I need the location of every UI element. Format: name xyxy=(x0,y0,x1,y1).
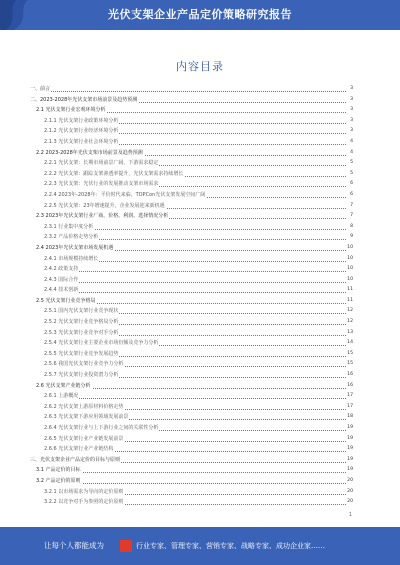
toc-entry-page: 19 xyxy=(347,456,353,462)
toc-entry[interactable] xyxy=(30,201,353,212)
toc-entry-page: 11 xyxy=(347,287,353,293)
toc-entry-page: 10 xyxy=(347,276,353,282)
toc-entry-page: 9 xyxy=(350,234,353,240)
toc-entry[interactable] xyxy=(30,158,353,169)
toc-entry-text: 2.6.2 光伏支架上游原材料价格走势 xyxy=(44,402,124,413)
toc-entry-text: 2.4.1 市场规模持续增长 xyxy=(44,254,99,265)
dot-leader xyxy=(44,282,346,283)
toc-entry[interactable] xyxy=(30,423,353,434)
toc-entry-page: 10 xyxy=(347,266,353,272)
toc-entry-text: 2.6.1 上游概况 xyxy=(44,391,79,402)
footer-slogan: 让每个人都能成为 xyxy=(44,541,104,550)
toc-entry[interactable] xyxy=(30,306,353,317)
toc-entry-text: 二、2023-2028年光伏支架市场前景及趋势预测 xyxy=(30,95,138,106)
toc-entry-page: 4 xyxy=(350,138,353,144)
dot-leader xyxy=(36,483,346,484)
toc-entry-page: 4 xyxy=(350,149,353,155)
toc-entry-page: 6 xyxy=(350,181,353,187)
toc-entry-text: 2.2 2023-2028年光伏支架市场前景及趋势预测 xyxy=(36,148,144,159)
toc-entry-text: 2.6.6 光伏支架行业产业链结构 xyxy=(44,444,114,455)
toc-entry-text: 2.5.3 光伏支架行业竞争对手分析 xyxy=(44,328,119,339)
toc-entry-page: 16 xyxy=(347,372,353,378)
toc-entry[interactable] xyxy=(30,264,353,275)
toc-entry[interactable] xyxy=(30,211,353,222)
toc-entry[interactable] xyxy=(30,497,353,508)
toc-entry[interactable] xyxy=(30,434,353,445)
toc-entry[interactable] xyxy=(30,402,353,413)
toc-entry-text: 2.2.3 光伏支架：光伏行业的发展推动支架市场需求 xyxy=(44,179,159,190)
toc-entry[interactable] xyxy=(30,338,353,349)
toc-entry-page: 16 xyxy=(347,382,353,388)
toc-entry-text: 2.1.2 光伏支架行业经济环境分析 xyxy=(44,126,119,137)
toc-entry-text: 2.1.1 光伏支架行业政策环境分析 xyxy=(44,116,119,127)
header-bar xyxy=(0,0,400,30)
dot-leader xyxy=(44,292,346,293)
table-of-contents xyxy=(30,84,353,508)
toc-entry-page: 19 xyxy=(347,435,353,441)
toc-entry-text: 3.1 产品定价的目标 xyxy=(36,465,82,476)
toc-entry-text: 2.1.3 光伏支架行业社会环境分析 xyxy=(44,137,119,148)
toc-entry-text: 2.2.4 2023年-2028年：平价时代来临，TOPCon光伏支架发展空间广阔 xyxy=(44,190,206,201)
toc-entry-page: 8 xyxy=(350,223,353,229)
toc-entry-page: 7 xyxy=(350,202,353,208)
toc-entry-text: 2.5.4 光伏支架行业主要企业市场份额及竞争力分析 xyxy=(44,338,159,349)
toc-entry[interactable] xyxy=(30,317,353,328)
toc-entry[interactable] xyxy=(30,275,353,286)
toc-entry-page: 3 xyxy=(350,107,353,113)
toc-entry-text: 2.2.5 光伏支架：23年增速提升，企业发展迎来新机遇 xyxy=(44,201,166,212)
toc-entry[interactable] xyxy=(30,465,353,476)
footer-tagline: 行业专家、管理专家、营销专家、战略专家、成功企业家…… xyxy=(136,542,325,550)
toc-entry-text: 2.2.1 光伏支架：长期市场前景广阔，下游需求稳定 xyxy=(44,158,159,169)
toc-entry[interactable] xyxy=(30,476,353,487)
red-badge-icon xyxy=(120,540,132,552)
toc-entry-page: 11 xyxy=(347,297,353,303)
report-title: 光伏支架企业产品定价策略研究报告 xyxy=(108,8,292,21)
footer-bar xyxy=(0,527,400,565)
toc-entry[interactable] xyxy=(30,222,353,233)
dot-leader xyxy=(44,398,346,399)
toc-entry[interactable] xyxy=(30,169,353,180)
toc-entry[interactable] xyxy=(30,285,353,296)
toc-entry-text: 2.5 光伏支架行业竞争格局 xyxy=(36,296,97,307)
toc-entry-text: 3.2.1 以市场需求为导向的定价原则 xyxy=(44,487,124,498)
toc-entry-text: 2.3.2 产品价格走势分析 xyxy=(44,232,99,243)
toc-entry-page: 5 xyxy=(350,160,353,166)
toc-entry[interactable] xyxy=(30,137,353,148)
toc-entry-page: 3 xyxy=(350,117,353,123)
toc-entry-page: 17 xyxy=(347,393,353,399)
toc-entry-text: 2.5.5 光伏支架行业竞争发展趋势 xyxy=(44,349,119,360)
toc-entry[interactable] xyxy=(30,148,353,159)
toc-entry[interactable] xyxy=(30,84,353,95)
toc-entry[interactable] xyxy=(30,232,353,243)
toc-entry-page: 3 xyxy=(350,96,353,102)
toc-entry-text: 3.2.2 以竞争对手为参照的定价原则 xyxy=(44,497,124,508)
toc-entry-page: 15 xyxy=(347,361,353,367)
toc-entry-text: 2.1 光伏支架行业宏观环境分析 xyxy=(36,105,107,116)
toc-entry[interactable] xyxy=(30,243,353,254)
toc-entry-text: 3.2 产品定价的原则 xyxy=(36,476,82,487)
toc-entry-text: 2.3.1 行业集中度分析 xyxy=(44,222,94,233)
toc-entry-text: 2.4.3 国际合作 xyxy=(44,275,79,286)
toc-entry-text: 2.4.4 技术创新 xyxy=(44,285,79,296)
toc-entry[interactable] xyxy=(30,487,353,498)
toc-entry[interactable] xyxy=(30,370,353,381)
toc-entry[interactable] xyxy=(30,95,353,106)
toc-entry[interactable] xyxy=(30,349,353,360)
toc-entry-page: 17 xyxy=(347,403,353,409)
toc-entry-page: 19 xyxy=(347,446,353,452)
toc-entry-page: 20 xyxy=(347,488,353,494)
toc-entry-text: 2.6.3 光伏支架下游应用领域发展前景 xyxy=(44,412,129,423)
toc-entry[interactable] xyxy=(30,126,353,137)
toc-entry[interactable] xyxy=(30,391,353,402)
dot-leader xyxy=(44,271,346,272)
toc-entry-page: 18 xyxy=(347,414,353,420)
toc-entry[interactable] xyxy=(30,328,353,339)
toc-entry[interactable] xyxy=(30,412,353,423)
toc-entry[interactable] xyxy=(30,179,353,190)
toc-entry-text: 2.3 2023年光伏支架行业厂商、价格、利润、选择情况分析 xyxy=(36,211,169,222)
toc-entry-text: 2.5.6 我国光伏支架行业竞争力分析 xyxy=(44,359,124,370)
toc-entry-page: 20 xyxy=(347,477,353,483)
toc-entry-page: 3 xyxy=(350,128,353,134)
toc-entry-text: 2.4.2 政策支持 xyxy=(44,264,79,275)
toc-entry-text: 2.6 光伏支架产业链分析 xyxy=(36,381,92,392)
toc-entry-page: 3 xyxy=(350,86,353,91)
toc-entry[interactable] xyxy=(30,444,353,455)
toc-entry-page: 15 xyxy=(347,350,353,356)
toc-entry[interactable] xyxy=(30,296,353,307)
toc-entry[interactable] xyxy=(30,105,353,116)
toc-entry-text: 三、光伏支架企业产品定价的目标与原则 xyxy=(30,455,121,466)
toc-entry[interactable] xyxy=(30,254,353,265)
toc-entry-page: 10 xyxy=(347,244,353,250)
toc-entry-page: 10 xyxy=(347,255,353,261)
toc-entry[interactable] xyxy=(30,116,353,127)
toc-entry-text: 2.2.2 光伏支架：跟踪支架渗透率提升，光伏支架需求持续增长 xyxy=(44,169,184,180)
toc-entry[interactable] xyxy=(30,359,353,370)
toc-entry-text: 2.5.2 光伏支架行业竞争格局分析 xyxy=(44,317,119,328)
toc-entry-page: 14 xyxy=(347,340,353,346)
dot-leader xyxy=(36,472,346,473)
toc-entry-page: 13 xyxy=(347,329,353,335)
toc-entry-page: 7 xyxy=(350,213,353,219)
toc-entry-page: 12 xyxy=(347,308,353,314)
toc-heading: 内容目录 xyxy=(176,60,224,73)
dot-leader xyxy=(30,91,346,92)
toc-entry-text: 2.5.1 国内光伏支架行业竞争现状 xyxy=(44,306,119,317)
toc-entry-page: 12 xyxy=(347,319,353,325)
toc-entry-page: 20 xyxy=(347,499,353,505)
toc-entry-text: 2.6.4 光伏支架行业与上下游行业之间的关联性分析 xyxy=(44,423,159,434)
toc-entry[interactable] xyxy=(30,381,353,392)
toc-entry[interactable] xyxy=(30,190,353,201)
toc-entry-page: 19 xyxy=(347,425,353,430)
toc-entry-text: 2.6.5 光伏支架行业产业链发展前景 xyxy=(44,434,124,445)
toc-entry-text: 一、前言 xyxy=(30,84,51,95)
toc-entry-page: 19 xyxy=(347,467,353,473)
toc-entry-text: 2.5.7 光伏支架行业投资潜力分析 xyxy=(44,370,119,381)
toc-entry-page: 6 xyxy=(350,191,353,197)
toc-entry-text: 2.4 2023年光伏支架市场发展机遇 xyxy=(36,243,114,254)
toc-entry[interactable] xyxy=(30,455,353,466)
page-number: 1 xyxy=(348,512,352,518)
toc-entry-page: 5 xyxy=(350,170,353,176)
